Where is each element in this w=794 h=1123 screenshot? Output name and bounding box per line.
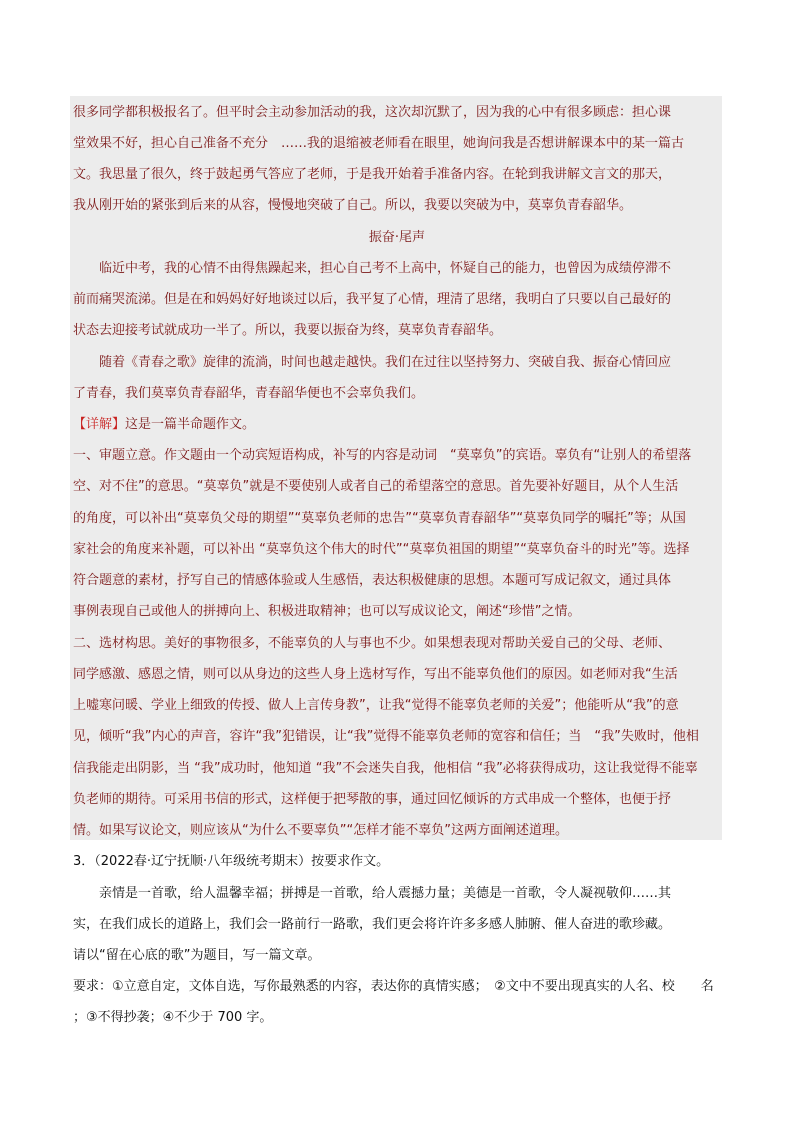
passage-line: 我从刚开始的紧张到后来的从容，慢慢地突破了自己。所以，我要以突破为中，莫辜负青春韶华。 — [73, 198, 633, 213]
analysis-line: 家社会的角度来补题，可以补出 “莫辜负这个伟大的时代”“莫辜负祖国的期望”“莫辜负奋斗的时光”等。选择 — [73, 542, 690, 557]
question-material-line: 亲情是一首歌，给人温馨幸福；拼搏是一首歌，给人震撼力量；美德是一首歌，令人凝视敬仰……其 — [73, 886, 672, 901]
analysis-line: 情。如果写议论文，则应该从“为什么不要辜负”“怎样才能不辜负”这两方面阐述道理。 — [73, 823, 568, 838]
analysis-line: 的角度，可以补出“莫辜负父母的期望”“莫辜负老师的忠告”“莫辜负青春韶华”“莫辜负同学的嘱托”等；从国 — [73, 511, 686, 526]
passage-line: 堂效果不好，担心自己准备不充分 ……我的退缩被老师看在眼里，她询问我是否想讲解课本中的某一篇古 — [73, 136, 685, 151]
analysis-line: 空、对不住”的意思。“莫辜负”就是不要使别人或者自己的希望落空的意思。首先要补好题目，从个人生活 — [73, 479, 679, 494]
passage-line: 状态去迎接考试就成功一半了。所以，我要以振奋为终，莫辜负青春韶华。 — [73, 323, 503, 338]
analysis-line: 事例表现自己或他人的拼搏向上、积极进取精神；也可以写成议论文，阐述“珍惜”之情。 — [73, 604, 581, 619]
question-requirements-line: ；③不得抄袭；④不少于 700 字。 — [73, 1010, 273, 1025]
detail-text: 这是一篇半命题作文。 — [125, 417, 256, 432]
detail-heading — [73, 415, 721, 435]
passage-line: 很多同学都积极报名了。但平时会主动参加活动的我，这次却沉默了，因为我的心中有很多顾虑：担心课 — [73, 105, 672, 120]
analysis-line: 一、审题立意。作文题由一个动宾短语构成，补写的内容是动词 “莫辜负”的宾语。辜负有“让别人的希望落 — [73, 448, 692, 463]
analysis-line: 二、选材构思。美好的事物很多，不能辜负的人与事也不少。如果想表现对帮助关爱自己的父母、老师、 — [73, 636, 672, 651]
passage-line: 文。我思量了很久，终于鼓起勇气答应了老师，于是我开始着手准备内容。在轮到我讲解文言文的那天， — [73, 167, 672, 182]
passage-line: 随着《青春之歌》旋律的流淌，时间也越走越快。我们在过往以坚持努力、突破自我、振奋心情回应 — [73, 355, 672, 370]
analysis-line: 同学感激、感恩之情，则可以从身边的这些人身上选材写作，写出不能辜负他们的原因。如老师对我“生活 — [73, 667, 678, 682]
section-heading: 振奋·尾声 — [368, 230, 426, 245]
detail-label: 【详解】 — [73, 417, 126, 432]
passage-line: 前而痛哭流涕。但是在和妈妈好好地谈过以后，我平复了心情，理清了思绪，我明白了只要以自己最好的 — [73, 292, 672, 307]
question-material-line: 实，在我们成长的道路上，我们会一路前行一路歌，我们更会将许许多多感人肺腑、催人奋进的歌珍藏。 — [73, 917, 672, 932]
passage-line: 临近中考，我的心情不由得焦躁起来，担心自己考不上高中，怀疑自己的能力，也曾因为成绩停滞不 — [73, 261, 672, 276]
question-requirements-line: 要求：①立意自定，文体自选，写你最熟悉的内容，表达你的真情实感； ②文中不要出现真实的人名、校 名 — [73, 979, 714, 994]
question-header: 3．（2022春·辽宁抚顺·八年级统考期末）按要求作文。 — [73, 854, 390, 869]
analysis-line: 符合题意的素材，抒写自己的情感体验或人生感悟，表达积极健康的思想。本题可写成记叙文，通过具体 — [73, 573, 672, 588]
analysis-line: 信我能走出阴影，当 “我”成功时，他知道 “我”不会迷失自我，他相信 “我”必将获得成功，这让我觉得不能辜 — [73, 761, 698, 776]
analysis-line: 上嘘寒问暖、学业上细致的传授、做人上言传身教”，让我“觉得不能辜负老师的关爱”；他能听从“我”的意 — [73, 698, 679, 713]
question-prompt: 请以“留在心底的歌”为题目，写一篇文章。 — [73, 948, 321, 963]
passage-line: 了青春，我们莫辜负青春韶华，青春韶华便也不会辜负我们。 — [73, 386, 425, 401]
analysis-line: 见，倾听“我”内心的声音，容许“我”犯错误，让“我”觉得不能辜负老师的宽容和信任；当 “我”失败时，他相 — [73, 729, 699, 744]
analysis-line: 负老师的期待。可采用书信的形式，这样便于把琴散的事，通过回忆倾诉的方式串成一个整体，也便于抒 — [73, 792, 672, 807]
